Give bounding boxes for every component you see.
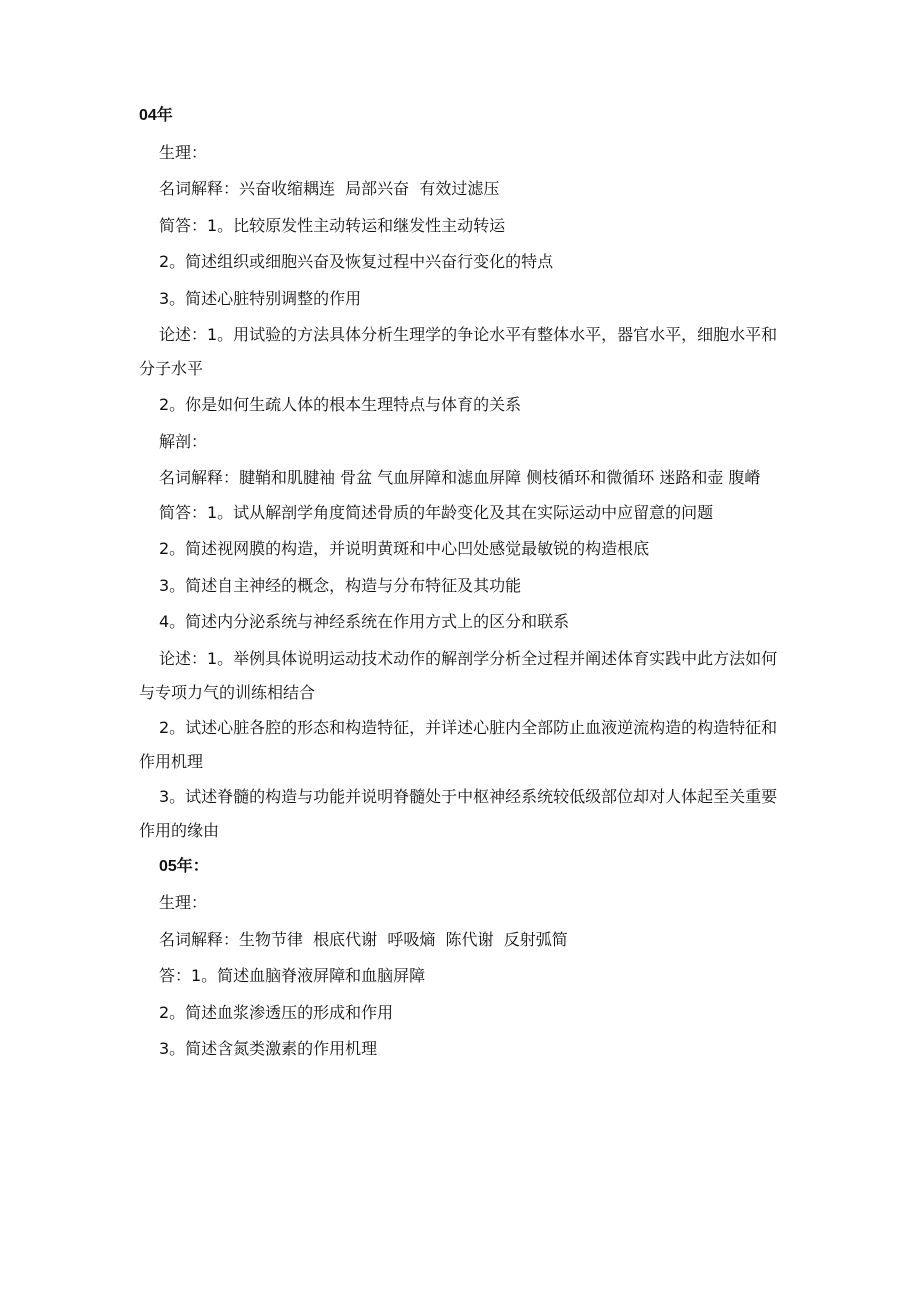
physiology-label: 生理： bbox=[159, 142, 208, 162]
anatomy-terms: 名词解释：腱鞘和肌腱袖 骨盆 气血屏障和滤血屏障 侧枝循环和微循环 迷路和壶 腹嵴 bbox=[159, 468, 761, 487]
anatomy-label: 解剖： bbox=[159, 431, 208, 451]
physiology-essay-2: 2。你是如何生疏人体的根本生理特点与体育的关系 bbox=[159, 395, 522, 414]
anatomy-essay-1: 论述：1。举例具体说明运动技术动作的解剖学分析全过程并阐述体育实践中此方法如何与专项力气的训练相结合 bbox=[139, 648, 778, 702]
physiology-terms: 名词解释：兴奋收缩耦连 局部兴奋 有效过滤压 bbox=[159, 179, 500, 198]
physiology-essay-1: 论述：1。用试验的方法具体分析生理学的争论水平有整体水平，器官水平，细胞水平和分子水平 bbox=[139, 325, 778, 378]
anatomy-short-4: 4。简述内分泌系统与神经系统在作用方式上的区分和联系 bbox=[159, 612, 570, 631]
year-04-heading: 04年 bbox=[139, 107, 173, 124]
anatomy-short-3: 3。简述自主神经的概念，构造与分布特征及其功能 bbox=[159, 575, 522, 595]
anatomy-short-1: 简答：1。试从解剖学角度简述骨质的年龄变化及其在实际运动中应留意的问题 bbox=[159, 503, 714, 522]
anatomy-short-2: 2。简述视网膜的构造，并说明黄斑和中心凹处感觉最敏锐的构造根底 bbox=[159, 539, 650, 558]
physiology-short-3: 3。简述心脏特别调整的作用 bbox=[159, 288, 362, 308]
physiology-short-2-05: 2。简述血浆渗透压的形成和作用 bbox=[159, 1002, 394, 1022]
year-05-heading: 05年： bbox=[159, 857, 209, 875]
anatomy-essay-2: 2。试述心脏各腔的形态和构造特征，并详述心脏内全部防止血液逆流构造的构造特征和作用机理 bbox=[139, 717, 778, 771]
physiology-short-3-05: 3。简述含氮类激素的作用机理 bbox=[159, 1039, 378, 1058]
physiology-short-2: 2。简述组织或细胞兴奋及恢复过程中兴奋行变化的特点 bbox=[159, 252, 554, 271]
physiology-short-1: 简答：1。比较原发性主动转运和继发性主动转运 bbox=[159, 215, 506, 235]
anatomy-essay-3: 3。试述脊髓的构造与功能并说明脊髓处于中枢神经系统较低级部位却对人体起至关重要作用的缘由 bbox=[139, 786, 778, 840]
physiology-terms-05: 名词解释：生物节律 根底代谢 呼吸熵 陈代谢 反射弧简 bbox=[159, 929, 568, 949]
physiology-short-1-05: 答：1。简述血脑脊液屏障和血脑屏障 bbox=[159, 966, 426, 985]
document-body bbox=[139, 98, 784, 1068]
physiology-label-05: 生理： bbox=[159, 893, 208, 912]
